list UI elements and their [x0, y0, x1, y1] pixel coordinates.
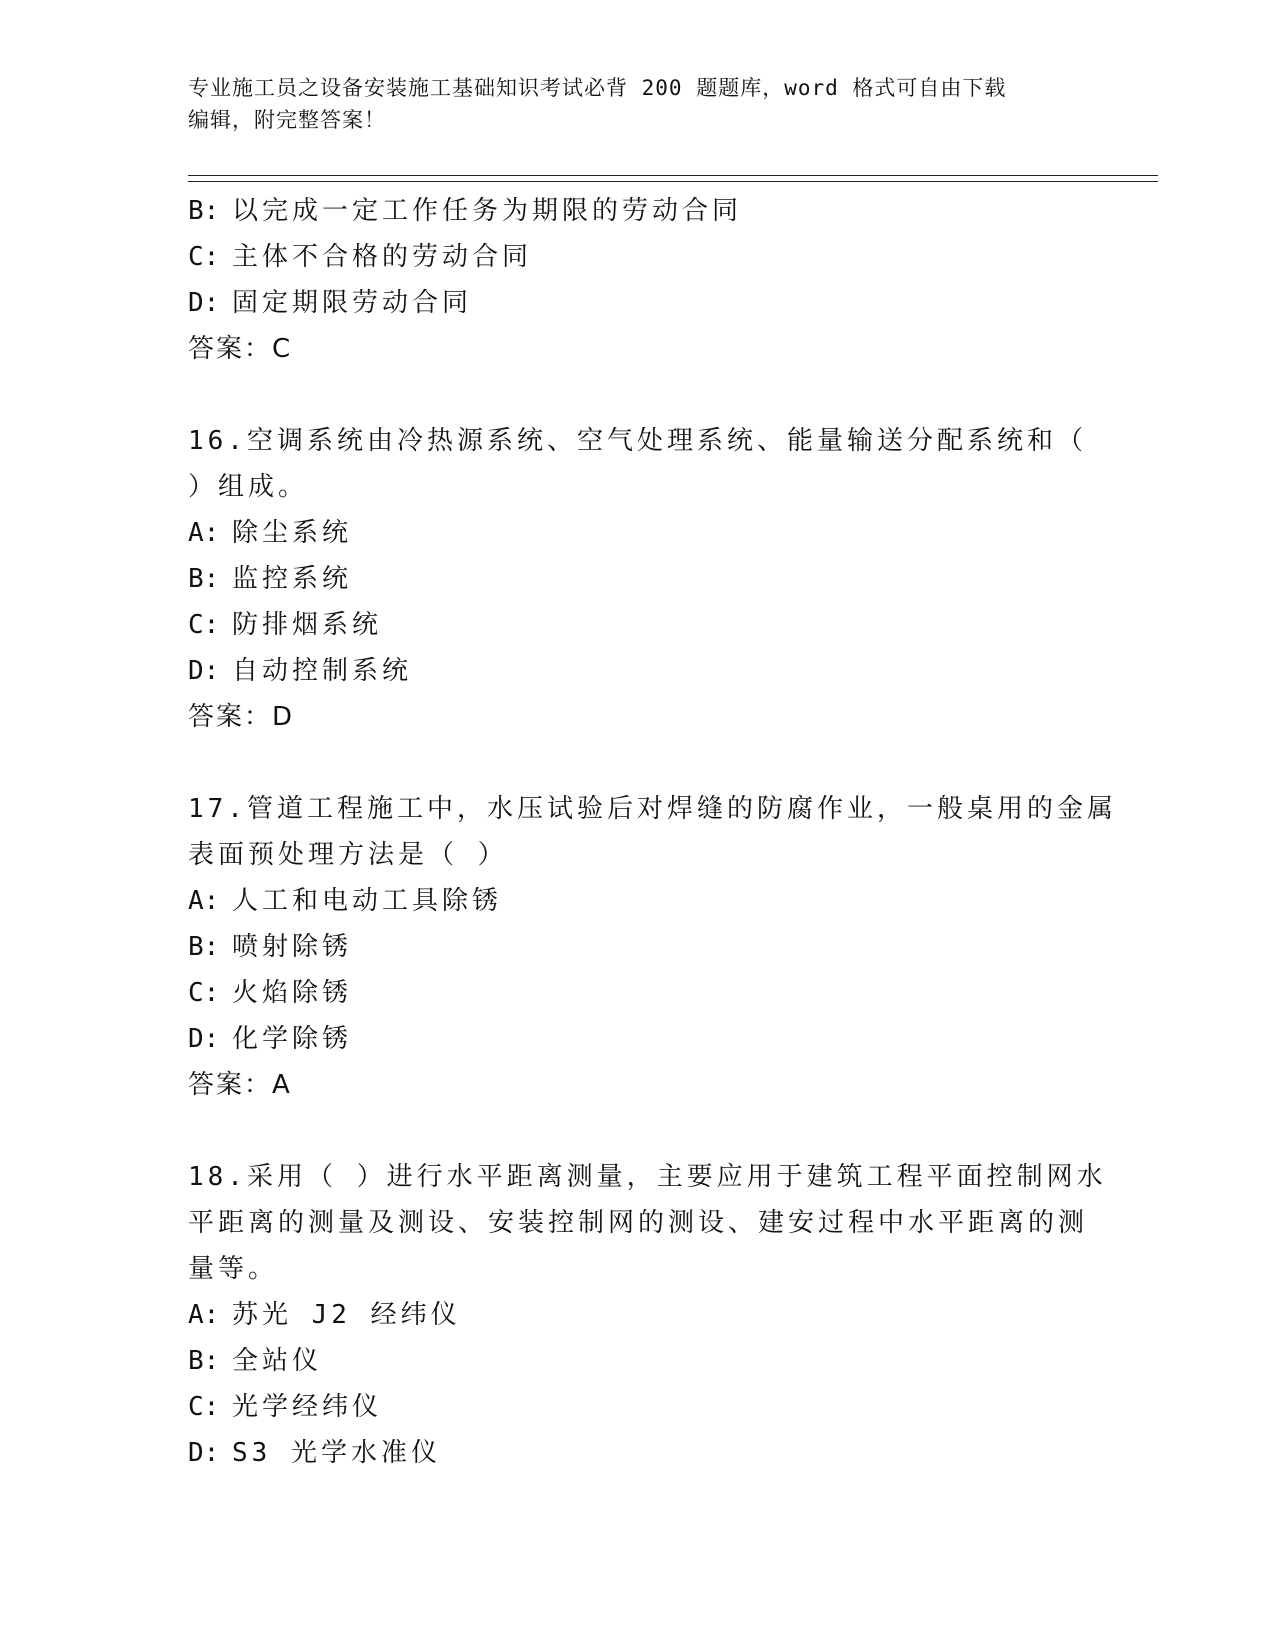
question-stem-line: 16.空调系统由冷热源系统、空气处理系统、能量输送分配系统和（ [188, 426, 1087, 456]
option-letter: A: [188, 886, 220, 916]
option-b [188, 188, 1088, 234]
option-c [188, 1384, 1088, 1430]
option-d [188, 1430, 1088, 1476]
question-stem-line: 表面预处理方法是（ ） [188, 840, 508, 870]
answer-line: 答案：C [188, 334, 293, 364]
option-text: 人工和电动工具除锈 [232, 886, 503, 916]
question-stem-line: 18.采用（ ）进行水平距离测量，主要应用于建筑工程平面控制网水 [188, 1162, 1107, 1192]
option-d [188, 648, 1088, 694]
header-title-line-1: 专业施工员之设备安装施工基础知识考试必背 200 题题库，word 格式可自由下载 [188, 76, 1007, 100]
option-b [188, 556, 1088, 602]
option-c [188, 970, 1088, 1016]
option-b [188, 1338, 1088, 1384]
option-text: 喷射除锈 [232, 932, 353, 962]
option-letter: B: [188, 196, 220, 226]
option-text: 光学经纬仪 [232, 1392, 383, 1422]
answer-line: 答案：D [188, 702, 295, 732]
option-a [188, 1292, 1088, 1338]
option-d [188, 1016, 1088, 1062]
answer-line: 答案：A [188, 1070, 292, 1100]
option-letter: C: [188, 978, 220, 1008]
option-b [188, 924, 1088, 970]
option-letter: A: [188, 1300, 220, 1330]
option-c [188, 602, 1088, 648]
option-text: S3 光学水准仪 [232, 1438, 441, 1468]
option-letter: C: [188, 1392, 220, 1422]
option-text: 防排烟系统 [232, 610, 383, 640]
option-text: 化学除锈 [232, 1024, 353, 1054]
option-text: 苏光 J2 经纬仪 [232, 1300, 461, 1330]
question-stem-line: 17.管道工程施工中，水压试验后对焊缝的防腐作业，一般桌用的金属 [188, 794, 1117, 824]
option-text: 主体不合格的劳动合同 [232, 242, 533, 272]
option-text: 固定期限劳动合同 [232, 288, 473, 318]
option-letter: D: [188, 656, 220, 686]
option-letter: B: [188, 1346, 220, 1376]
option-letter: A: [188, 518, 220, 548]
option-letter: B: [188, 932, 220, 962]
option-letter: D: [188, 288, 220, 318]
question-list [188, 188, 1117, 1476]
option-d [188, 280, 1088, 326]
question-stem-line: 平距离的测量及测设、安装控制网的测设、建安过程中水平距离的测 [188, 1208, 1089, 1238]
spacer [188, 372, 1088, 418]
option-letter: C: [188, 610, 220, 640]
option-text: 以完成一定工作任务为期限的劳动合同 [232, 196, 743, 226]
question-18 [188, 1154, 1107, 1476]
option-text: 全站仪 [232, 1346, 323, 1376]
option-letter: D: [188, 1024, 220, 1054]
header-title-line-2: 编辑，附完整答案！ [188, 108, 386, 132]
option-text: 自动控制系统 [232, 656, 413, 686]
header-divider-top [188, 175, 1158, 176]
question-17 [188, 786, 1117, 1108]
header-divider-bottom [188, 181, 1158, 182]
spacer [188, 740, 1088, 786]
option-c [188, 234, 1088, 280]
document-header [188, 72, 1068, 136]
option-text: 监控系统 [232, 564, 353, 594]
option-text: 除尘系统 [232, 518, 353, 548]
option-letter: B: [188, 564, 220, 594]
question-stem-line: ）组成。 [188, 472, 309, 502]
option-letter: D: [188, 1438, 220, 1468]
option-text: 火焰除锈 [232, 978, 353, 1008]
option-a [188, 878, 1088, 924]
question-16 [188, 418, 1088, 740]
option-letter: C: [188, 242, 220, 272]
spacer [188, 1108, 1088, 1154]
question-15-tail [188, 188, 1088, 372]
question-stem-line: 量等。 [188, 1254, 279, 1284]
option-a [188, 510, 1088, 556]
